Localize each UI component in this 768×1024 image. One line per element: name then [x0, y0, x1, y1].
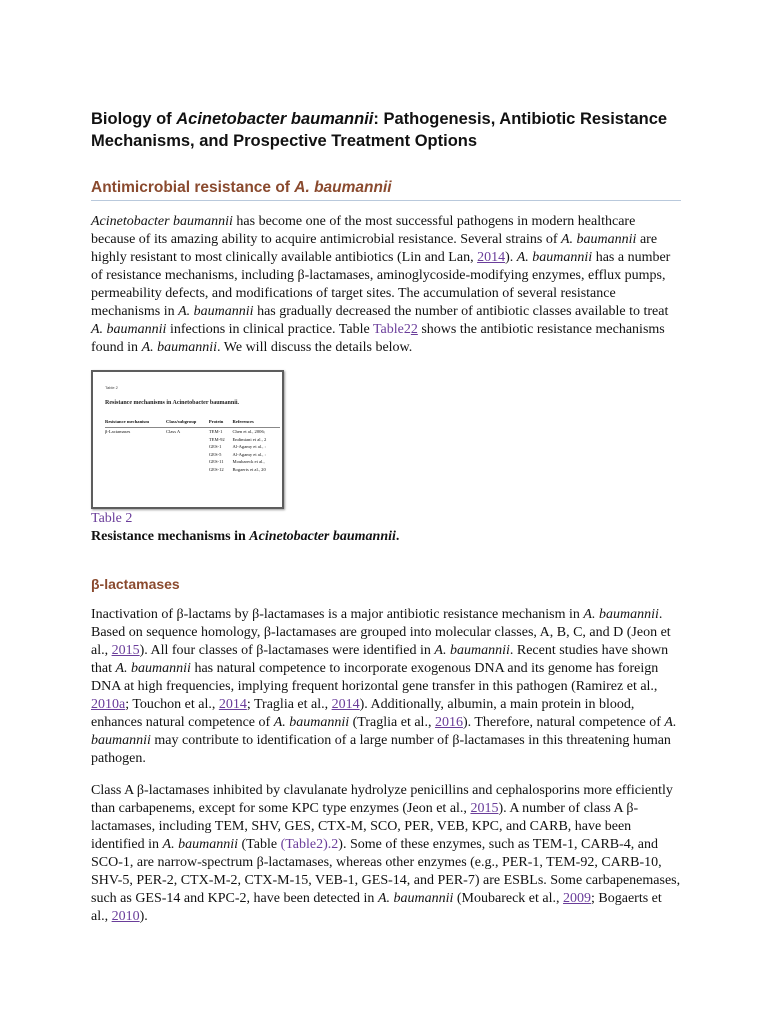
citation-link[interactable]: 2016: [434, 715, 463, 730]
table-cell: [105, 458, 166, 466]
table-row: [105, 451, 280, 459]
paragraph-intro: Acinetobacter baumannii has become one of the most successful pathogens in modern healthcare because of its amazing ability to acquire antimicrobial resistance. Several strains of A. baumannii are highly resistant to most clinically available antibiotics (Lin and Lan, 2014). A. baumannii has a number of resistance mechanisms, including β-lactamases, aminoglycoside-modifying enzymes, efflux pumps, permeability defects, and modifications of target sites. The accumulation of several resistance mechanisms in A. baumannii has gradually decreased the number of antibiotic classes available to treat A. baumannii infections in clinical practice. Table Table22 shows the antibiotic resistance mechanisms found in A. baumannii. We will discuss the details below.: [91, 214, 671, 355]
citation-link[interactable]: 2009: [563, 891, 592, 906]
article: [91, 108, 681, 926]
citation-link[interactable]: 2015: [470, 801, 499, 816]
table-thumbnail[interactable]: [91, 370, 284, 509]
section-heading: Antimicrobial resistance of A. baumannii: [91, 179, 681, 201]
table-cell: [166, 458, 209, 466]
table-cell: GES-12: [208, 466, 224, 472]
table-row: [105, 466, 280, 474]
table-header: Resistance mechanism: [105, 419, 166, 428]
table-row: [105, 458, 280, 466]
table-cell: GES-11: [208, 459, 224, 464]
table-2-link[interactable]: Table 2: [91, 511, 133, 526]
table-cell: Chen et al., 2006;: [232, 429, 266, 434]
table-cell: [166, 451, 209, 459]
table-link[interactable]: Table2: [372, 322, 411, 337]
paragraph-beta-lactamases: Inactivation of β-lactams by β-lactamases is a major antibiotic resistance mechanism in A. baumannii. Based on sequence homology, β-lactamases are grouped into molecular classes, A, B, C, and D (Jeon et al., 2015). All four classes of β-lactamases were identified in A. baumannii. Recent studies have shown that A. baumannii has natural competence to incorporate exogenous DNA and its genome has foreign DNA at high frequencies, implying frequent horizontal gene transfer in this pathogen (Ramirez et al., 2010a; Touchon et al., 2014; Traglia et al., 2014). Additionally, albumin, a main protein in blood, enhances natural competence of A. baumannii (Traglia et al., 2016). Therefore, natural competence of A. baumannii may contribute to identification of a large number of β-lactamases in this threatening human pathogen.: [91, 607, 677, 766]
table-cell: [105, 451, 166, 459]
subsection-heading: β-lactamases: [91, 576, 180, 592]
thumbnail-table: [105, 419, 280, 473]
table-cell: Al-Agamy et al., :: [232, 444, 266, 449]
table-link[interactable]: 2: [410, 322, 418, 337]
table-row: [105, 443, 280, 451]
citation-link[interactable]: 2014: [331, 697, 360, 712]
thumbnail-title: Resistance mechanisms in Acinetobacter baumannii.: [105, 400, 240, 406]
table-header: References: [232, 419, 280, 428]
citation-link[interactable]: 2010: [111, 909, 140, 924]
table-header: Protein: [209, 419, 233, 428]
table-cell: [166, 466, 209, 474]
table-cell: [105, 443, 166, 451]
table-cell: [166, 436, 209, 444]
table-cell: TEM-92: [208, 436, 225, 442]
table-cell: TEM-1: [208, 429, 223, 434]
citation-link[interactable]: 2010a: [91, 697, 126, 712]
table-cell: Al-Agamy et al., :: [232, 451, 266, 457]
citation-link[interactable]: 2015: [111, 643, 140, 658]
thumbnail-label: Table 2: [105, 385, 118, 390]
table-row: [105, 436, 280, 444]
citation-link[interactable]: 2014: [218, 697, 247, 712]
table-cell: Class A: [166, 429, 181, 434]
citation-link[interactable]: 2014: [477, 250, 506, 265]
table-cell: [166, 443, 209, 451]
table-cell: GES-1: [208, 444, 222, 449]
table-cell: β-Lactamases: [105, 429, 131, 434]
table-cell: [105, 466, 166, 474]
table-cell: [105, 436, 166, 444]
table-header: Class/subgroup: [166, 419, 209, 428]
table-caption: Resistance mechanisms in Acinetobacter baumannii.: [91, 529, 400, 544]
table-cell: Moubareck et al.,: [232, 459, 265, 464]
table-link[interactable]: (Table2).2: [280, 837, 339, 852]
table-cell: GES-5: [208, 451, 222, 457]
paragraph-class-a: Class A β-lactamases inhibited by clavulanate hydrolyze penicillins and cephalosporins more efficiently than carbapenems, except for some KPC type enzymes (Jeon et al., 2015). A number of class A β-lactamases, including TEM, SHV, GES, CTX-M, SCO, PER, VEB, KPC, and CARB, have been identified in A. baumannii (Table (Table2).2). Some of these enzymes, such as TEM-1, CARB-4, and SCO-1, are narrow-spectrum β-lactamases, whereas other enzymes (e.g., PER-1, TEM-92, CARB-10, SHV-5, PER-2, CTX-M-2, CTX-M-15, VEB-1, GES-14, and PER-7) are ESBLs. Some carbapenemases, such as GES-14 and KPC-2, have been detected in A. baumannii (Moubareck et al., 2009; Bogaerts et al., 2010).: [91, 783, 681, 924]
table-header-row: [105, 419, 280, 428]
table-cell: Endimiani et al., 2: [232, 436, 267, 442]
page-title: Biology of Acinetobacter baumannii: Pathogenesis, Antibiotic Resistance Mechanisms, and Prospective Treatment Options: [91, 110, 668, 150]
table-cell: Bogaerts et al., 20: [232, 466, 266, 472]
table-row: [105, 428, 280, 436]
